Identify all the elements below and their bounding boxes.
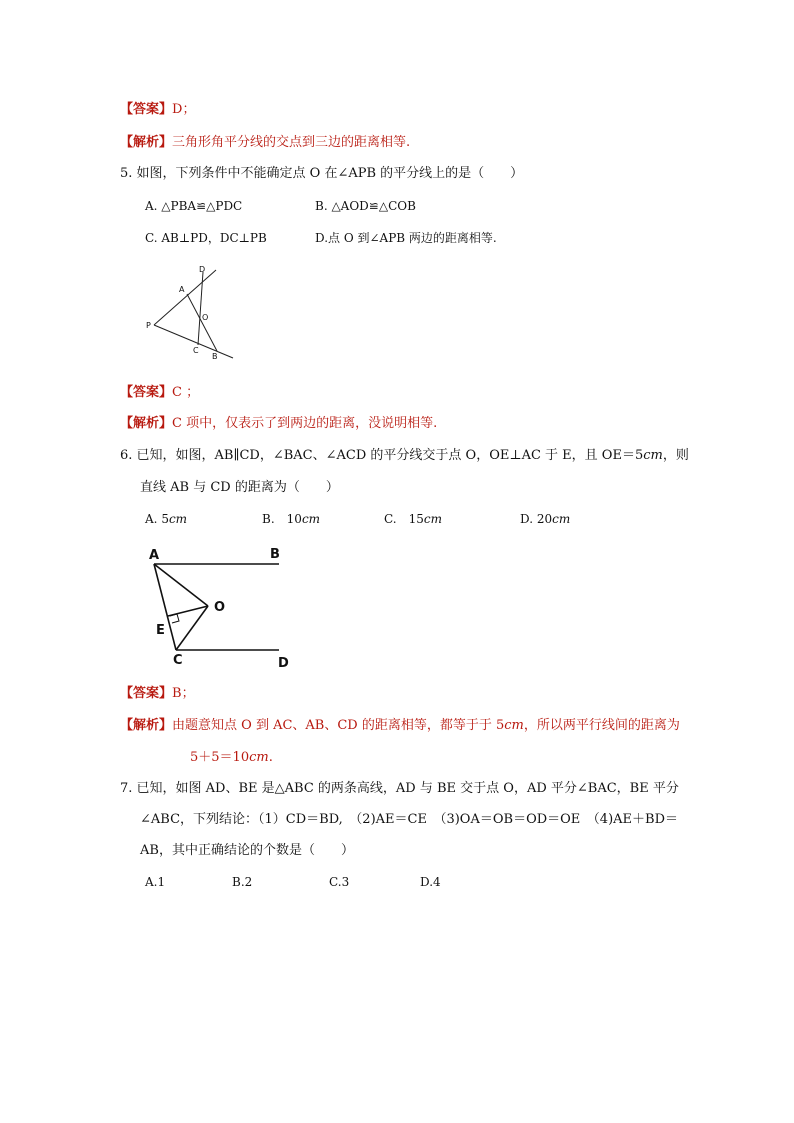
- option-label: A.: [145, 512, 158, 526]
- label-d: D: [278, 656, 289, 671]
- explanation-unit: cm: [504, 718, 524, 733]
- option-unit: cm: [552, 512, 571, 526]
- answer-line-5: [120, 385, 199, 401]
- q6-option-b: [262, 511, 320, 527]
- answer-line-4: [120, 102, 195, 118]
- stem-text: 6. 已知，如图，AB∥CD，∠BAC、∠ACD 的平分线交于点 O，OE⊥AC 于 E，且 OE＝5: [120, 448, 644, 463]
- label-o: O: [202, 313, 209, 322]
- option-label: B.: [262, 512, 275, 526]
- q7-option-b: B.2: [232, 875, 253, 889]
- line-ab: [187, 294, 217, 351]
- explanation-tag: 【解析】: [120, 135, 173, 150]
- question-7-line-1: 7. 已知，如图 AD、BE 是△ABC 的两条高线，AD 与 BE 交于点 O，AD 平分∠BAC，BE 平分: [120, 781, 679, 796]
- explanation-tail: .: [268, 750, 273, 765]
- option-value: 10: [286, 512, 302, 526]
- explanation-line-6b: [190, 750, 273, 766]
- explanation-line-4: [120, 135, 410, 151]
- explanation-text: 三角形角平分线的交点到三边的距离相等.: [172, 135, 411, 150]
- option-value: 5: [161, 512, 169, 526]
- label-b: B: [212, 352, 218, 361]
- label-d: D: [199, 265, 206, 274]
- explanation-unit: cm: [249, 750, 269, 765]
- q6-option-c: [384, 511, 442, 527]
- q5-option-d: D.点 O 到∠APB 两边的距离相等.: [315, 231, 497, 245]
- line-ao: [154, 564, 208, 606]
- q5-option-a: A. △PBA≌△PDC: [145, 199, 243, 213]
- option-label: C.: [384, 512, 397, 526]
- explanation-text: C 项中，仅表示了到两边的距离，没说明相等.: [172, 416, 438, 431]
- explanation-text: 5＋5＝10: [190, 750, 250, 765]
- q5-option-b: B. △AOD≌△COB: [315, 199, 416, 213]
- answer-text: D；: [172, 102, 196, 117]
- label-b: B: [270, 547, 280, 562]
- q7-option-d: D.4: [420, 875, 441, 889]
- q7-option-c: C.3: [329, 875, 350, 889]
- answer-tag: 【答案】: [120, 102, 173, 117]
- question-6-stem-line-2: 直线 AB 与 CD 的距离为（ ）: [140, 480, 339, 495]
- q6-figure: [140, 540, 300, 675]
- question-5-stem: 5. 如图，下列条件中不能确定点 O 在∠APB 的平分线上的是（ ）: [120, 166, 524, 181]
- label-e: E: [156, 623, 165, 638]
- q6-option-a: [145, 511, 187, 527]
- question-7-line-3: AB，其中正确结论的个数是（ ）: [140, 843, 354, 858]
- explanation-line-6: [120, 718, 680, 734]
- answer-tag: 【答案】: [120, 686, 173, 701]
- stem-unit: cm: [643, 448, 663, 463]
- q6-option-d: [520, 511, 570, 527]
- label-a: A: [179, 285, 185, 294]
- answer-text: B；: [172, 686, 195, 701]
- label-o: O: [214, 600, 226, 615]
- label-c: C: [173, 653, 183, 668]
- line-dc: [198, 272, 203, 345]
- question-6-stem-line-1: [120, 448, 689, 464]
- question-7-line-2: ∠ABC，下列结论：（1）CD＝BD, （2)AE＝CE （3)OA＝OB＝OD＝OE （4)AE＋BD＝: [140, 812, 678, 827]
- answer-tag: 【答案】: [120, 385, 173, 400]
- explanation-tag: 【解析】: [120, 416, 173, 431]
- label-c: C: [193, 346, 199, 355]
- explanation-line-5: [120, 416, 437, 432]
- right-angle-mark: [170, 614, 179, 623]
- answer-text: C ；: [172, 385, 200, 400]
- option-value: 15: [408, 512, 424, 526]
- label-a: A: [149, 548, 160, 563]
- explanation-text: 由题意知点 O 到 AC、AB、CD 的距离相等，都等于于 5: [172, 718, 505, 733]
- option-unit: cm: [168, 512, 188, 526]
- label-p: P: [146, 321, 151, 330]
- option-value: 20: [536, 512, 553, 526]
- option-label: D.: [520, 512, 534, 526]
- stem-tail: ，则: [662, 448, 689, 463]
- option-unit: cm: [301, 512, 321, 526]
- answer-line-6: [120, 686, 195, 702]
- q5-option-c: C. AB⊥PD，DC⊥PB: [145, 231, 267, 245]
- explanation-tag: 【解析】: [120, 718, 173, 733]
- q5-figure: [140, 262, 250, 362]
- explanation-tail: ，所以两平行线间的距离为: [523, 718, 680, 733]
- q7-option-a: A.1: [145, 875, 166, 889]
- option-unit: cm: [423, 512, 442, 526]
